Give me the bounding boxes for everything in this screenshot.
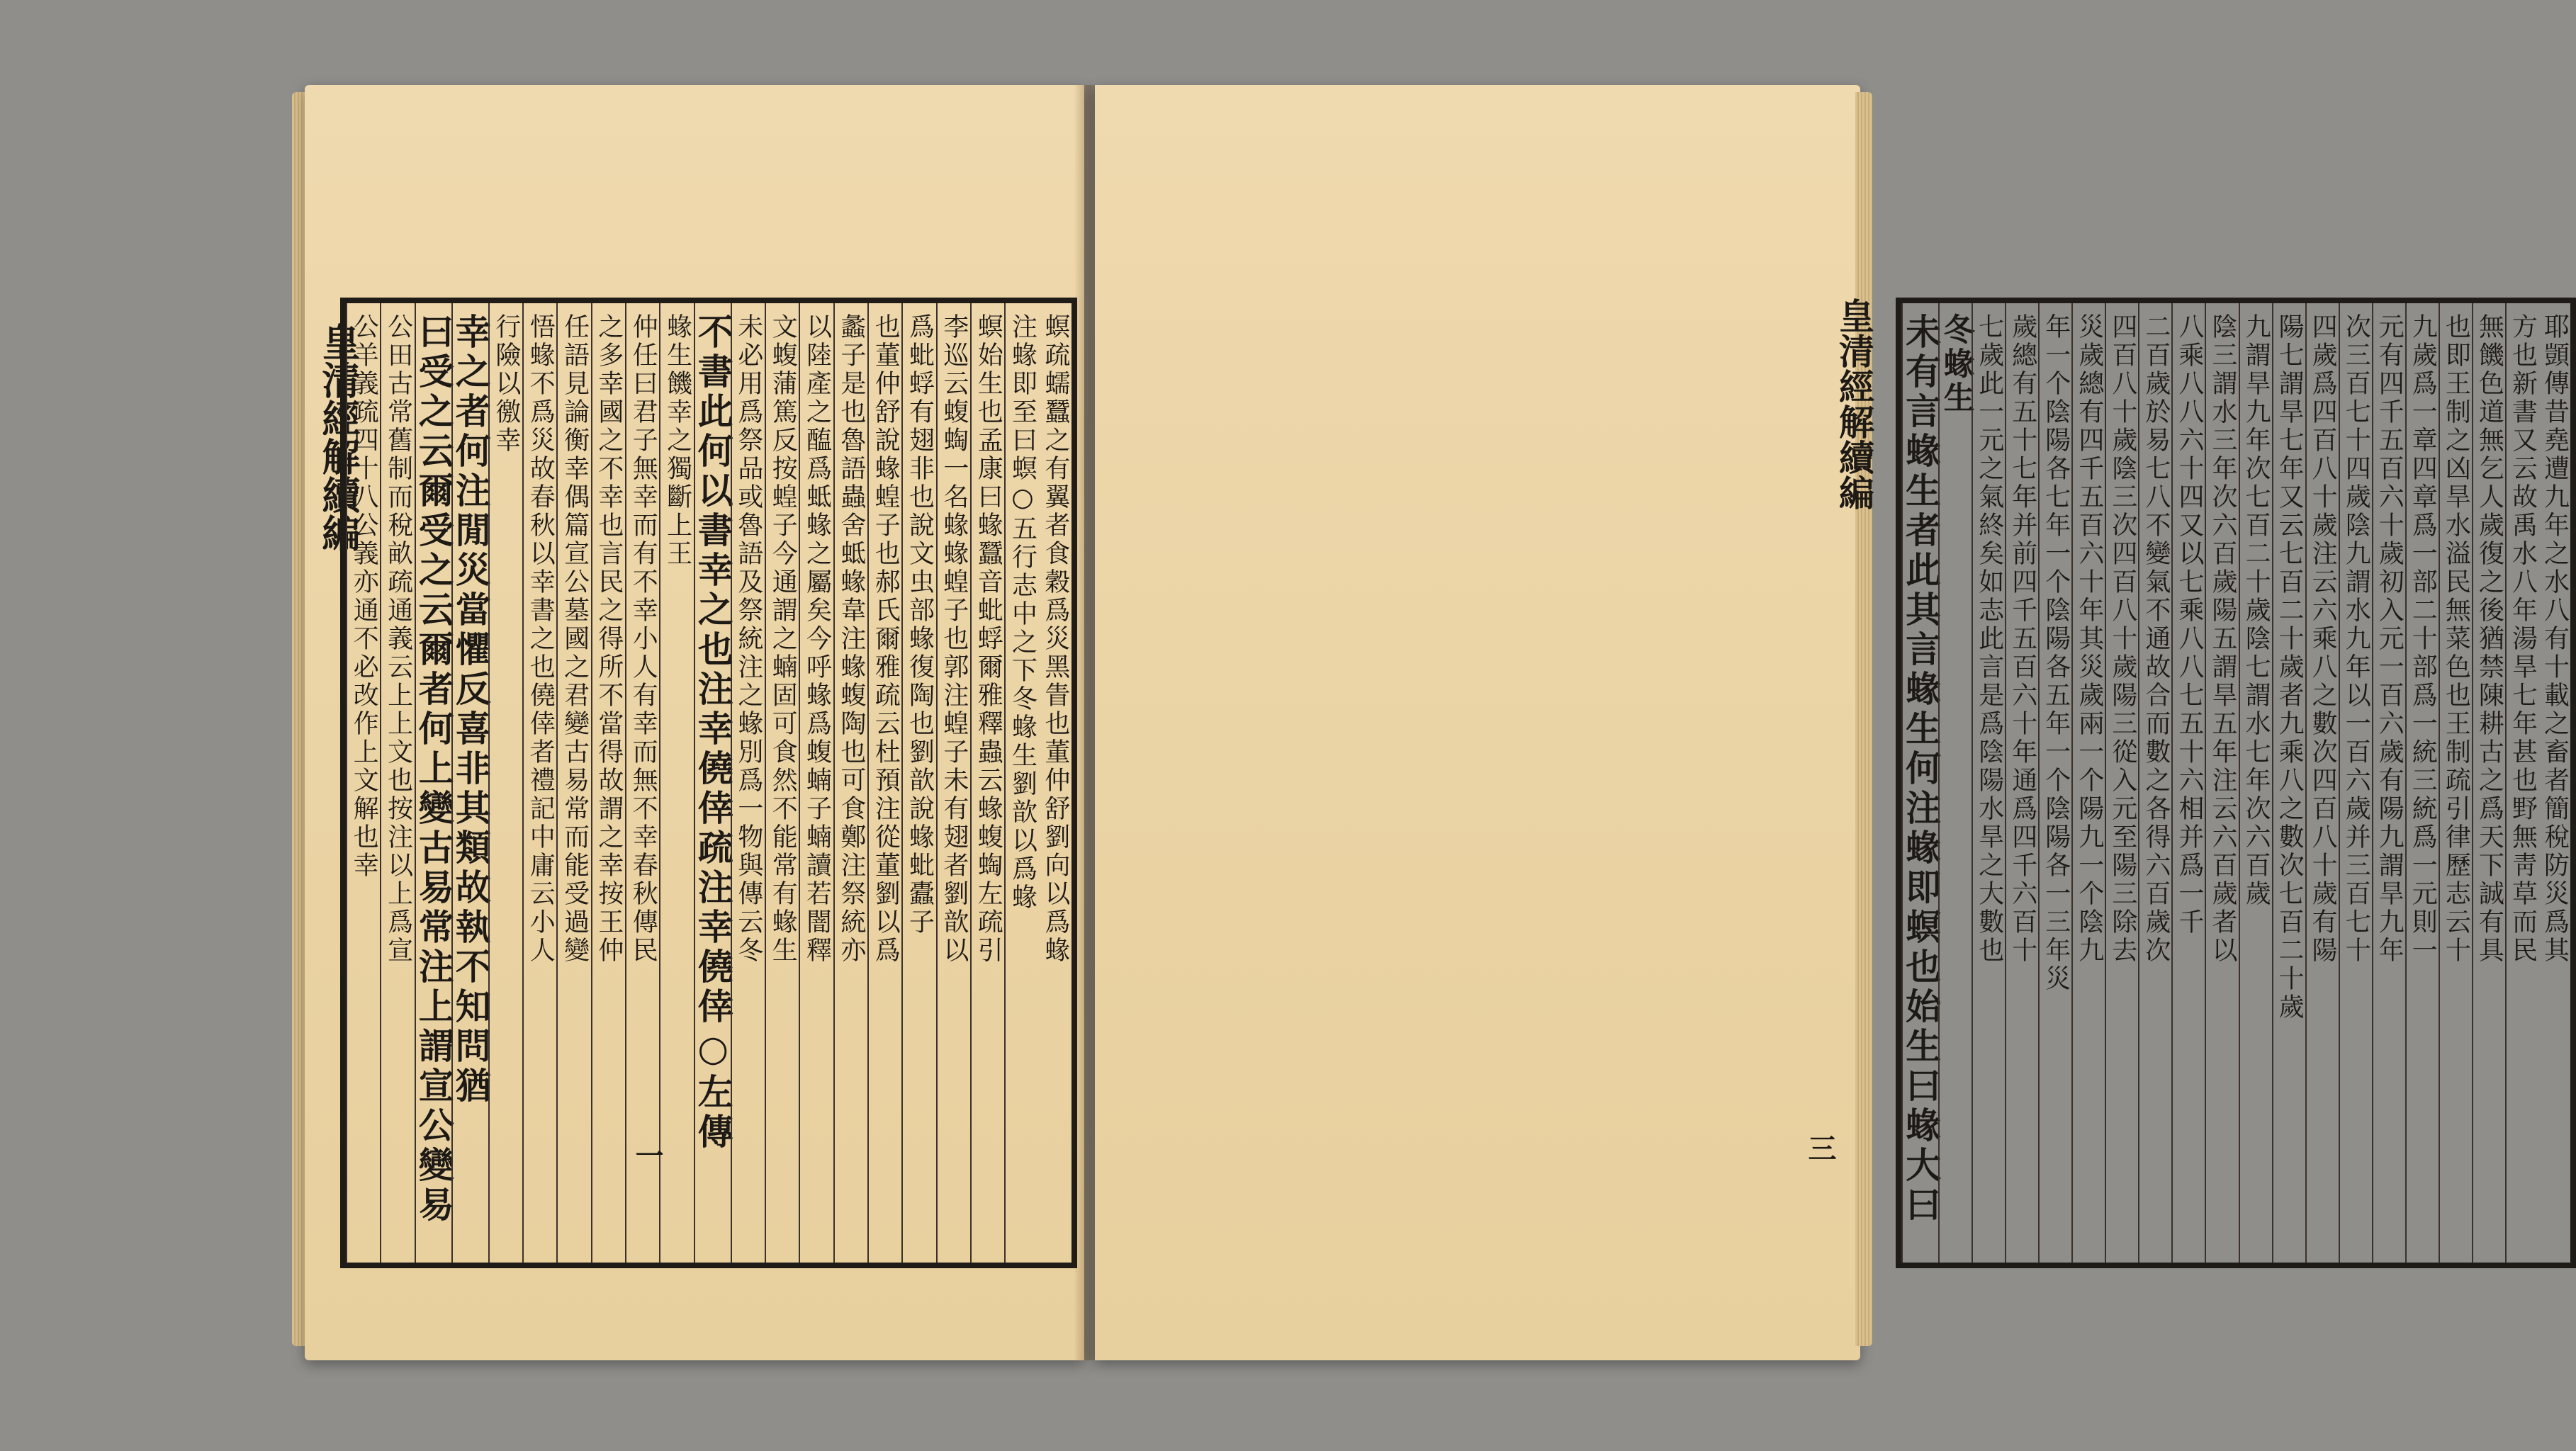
text-column: 幸之者何注閒災當懼反喜非其類故執不知問猶 — [451, 303, 488, 1263]
right-text-frame — [1896, 298, 2576, 1268]
open-book — [305, 85, 2570, 1367]
left-page — [305, 85, 1084, 1360]
text-column: 冬蝝生 — [1938, 303, 1972, 1263]
text-column: 四歲爲四百八十歲注云六乘八之數次四百八十歲有陽 — [2305, 303, 2339, 1263]
text-column: 無饑色道無乞人歲復之後猶禁陳耕古之爲天下誠有具 — [2472, 303, 2505, 1263]
text-column: 蠡子是也魯語蟲舍蚳蝝韋注蝝蝮陶也可食鄭注祭統亦 — [833, 303, 867, 1263]
text-column: 也即王制之凶旱水溢民無菜色也王制疏引律歷志云十 — [2439, 303, 2472, 1263]
text-column: 耶顗傳昔堯遭九年之水八有十載之畜者簡稅防災爲其 — [2540, 313, 2570, 965]
text-column: 陰三謂水三年次六百歲陽五謂旱五年注云六百歲者以 — [2205, 303, 2238, 1263]
text-column: 次三百七十四歲陰九謂水九年以一百六歲并三百七十 — [2339, 303, 2372, 1263]
right-page-number: 三 — [1804, 1134, 1837, 1162]
text-column: 以陸產之醢爲蚳蝝之屬矣今呼蝝爲蝮蝻子蝻讀若闇釋 — [799, 303, 833, 1263]
text-column: 蝝生饑幸之獨斷上王 — [659, 303, 693, 1263]
right-margin-title: 皇清經解續編 — [1833, 298, 1875, 510]
text-column: 方也新書又云故禹水八年湯旱七年甚也野無靑草而民 — [2505, 303, 2538, 1263]
text-column: 公羊義疏四十八公義亦通不必改作上文解也幸 — [346, 303, 380, 1263]
text-column: 災歲總有四千五百六十年其災歲兩一个陽九一个陰九 — [2071, 303, 2105, 1263]
text-column: 行險以徼幸 — [488, 303, 522, 1263]
text-column: 未必用爲祭品或魯語及祭統注之蝝別爲一物與傳云冬 — [731, 303, 765, 1263]
left-margin-title: 皇清經解續編 — [316, 322, 361, 552]
text-column: 曰受之云爾受之云爾者何上變古易常注上謂宣公變易 — [415, 303, 451, 1263]
text-column: 陽七謂旱七年又云七百二十歲者九乘八之數次七百二十歲 — [2272, 303, 2305, 1263]
text-column: 年一个陰陽各七年一个陰陽各五年一个陰陽各一三年災 — [2038, 303, 2071, 1263]
text-column: 李巡云蝮蜪一名蝝蝝蝗子也郭注蝗子未有翅者劉歆以 — [936, 303, 970, 1263]
text-column: 歲總有五十七年并前四千五百六十年通爲四千六百十 — [2005, 303, 2038, 1263]
text-column: 爲蚍蜉有翅非也說文虫部蝝復陶也劉歆說蝝蚍蠹子 — [901, 303, 935, 1263]
right-text-columns — [1901, 303, 2570, 1263]
text-column: 八乘八八六十四又以七乘八八七五十六相并爲一千 — [2171, 303, 2205, 1263]
text-column: 也董仲舒說蝝蝗子也郝氏爾雅疏云杜預注從董劉以爲 — [867, 303, 901, 1263]
text-column: 悟蝝不爲災故春秋以幸書之也僥倖者禮記中庸云小人 — [522, 303, 556, 1263]
text-column: 不書此何以書幸之也注幸僥倖疏注幸僥倖○左傳 — [694, 303, 731, 1263]
text-column: 二百歲於易七八不變氣不通故合而數之各得六百歲次 — [2138, 303, 2171, 1263]
right-page — [1095, 85, 2570, 1360]
text-column: 九歲爲一章四章爲一部二十部爲一統三統爲一元則一 — [2405, 303, 2439, 1263]
text-column: 螟始生也孟康曰蝝蠶音蚍蜉爾雅釋蟲云蝝蝮蜪左疏引 — [970, 303, 1004, 1263]
text-column: 螟疏蠕蠶之有翼者食穀爲災黑眚也董仲舒劉向以爲蝝 — [1040, 313, 1070, 965]
text-column: 七歲此一元之氣終矣如志此言是爲陰陽水旱之大數也 — [1972, 303, 2005, 1263]
text-column: 仲任曰君子無幸而有不幸小人有幸而無不幸春秋傳民 — [625, 303, 659, 1263]
text-column: 元有四千五百六十歲初入元一百六歲有陽九謂旱九年 — [2372, 303, 2405, 1263]
text-column: 未有言蝝生者此其言蝝生何注蝝即螟也始生曰蝝大曰 — [1901, 303, 1938, 1263]
text-column: 注蝝即至曰螟○五行志中之下冬蝝生劉歆以爲蝝 — [1004, 303, 1038, 1263]
text-column: 公田古常舊制而稅畝疏通義云上上文也按注以上爲宣 — [380, 303, 414, 1263]
text-column: 文蝮蒲篤反按蝗子今通謂之蝻固可食然不能常有蝝生 — [765, 303, 799, 1263]
right-page-edge — [1855, 92, 1872, 1346]
text-column: 任語見論衡幸偶篇宣公墓國之君變古易常而能受過變 — [556, 303, 590, 1263]
left-text-columns — [346, 303, 1072, 1263]
text-column: 之多幸國之不幸也言民之得所不當得故謂之幸按王仲 — [591, 303, 625, 1263]
text-column: 四百八十歲陰三次四百八十歲陽三從入元至陽三除去 — [2105, 303, 2138, 1263]
left-page-number: 一 — [631, 1141, 664, 1169]
text-column: 九謂旱九年次七百二十歲陰七謂水七年次六百歲 — [2239, 303, 2272, 1263]
left-text-frame — [340, 298, 1077, 1268]
